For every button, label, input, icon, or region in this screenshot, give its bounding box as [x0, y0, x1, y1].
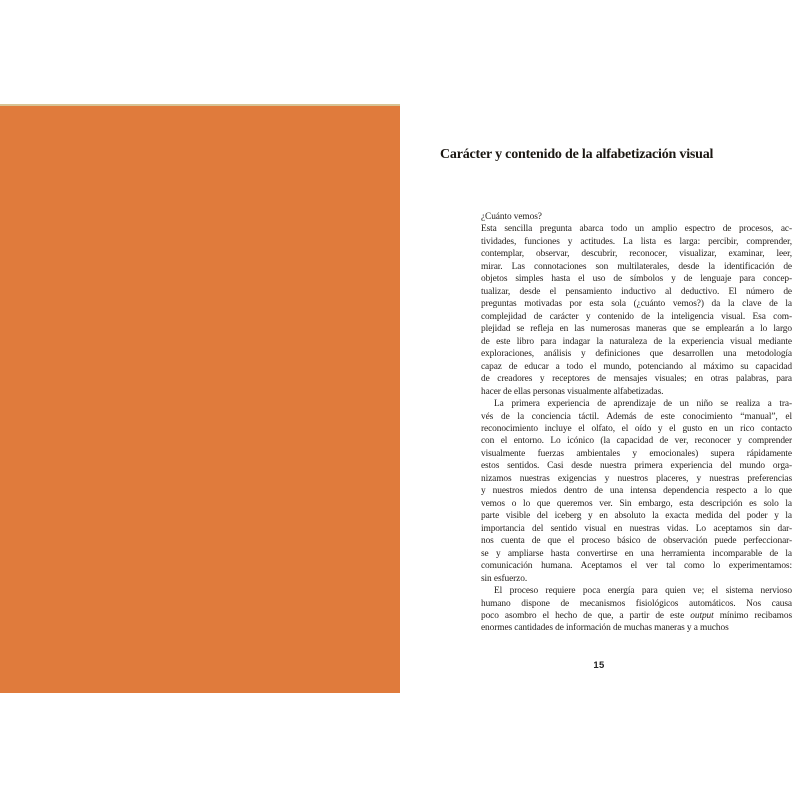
text-line: nizamos nuestras exigencias y nuestros placeres, y nuestras preferencias [481, 473, 792, 484]
text-line: capaz de educar a todo el mundo, potenciando al máximo su capacidad [481, 361, 792, 372]
text-line: tualizar, desde el pensamiento inductivo al deductivo. El número de [481, 286, 792, 297]
text-line: plejidad se refleja en las numerosas maneras que se emplearán a lo largo [481, 324, 792, 335]
text-line: tividades, funciones y actitudes. La lista es larga: percibir, comprender, [481, 236, 792, 247]
text-line: La primera experiencia de aprendizaje de un niño se realiza a tra- [494, 399, 792, 410]
text-line: reconocimiento incluye el olfato, el oído y el gusto en un rico contacto [481, 423, 792, 434]
paragraph [481, 585, 792, 635]
text-line: ¿Cuánto vemos? [481, 212, 542, 222]
paragraph [481, 398, 792, 585]
text-line: hacer de ellas personas visualmente alfabetizadas. [481, 386, 664, 397]
text-line: con el entorno. Lo icónico (la capacidad de ver, reconocer y comprender [481, 436, 792, 447]
text-line: preguntas motivadas por esta sola (¿cuánto vemos?) da la clave de la [481, 299, 792, 310]
text-block [481, 211, 792, 635]
text-line: exploraciones, análisis y definiciones que desarrollen una metodología [481, 349, 792, 360]
paragraph [481, 211, 792, 223]
text-line: vemos o lo que queremos ver. Sin embargo, esta descripción es solo la [481, 498, 792, 509]
text-line: vés de la conciencia táctil. Además de este conocimiento “manual”, el [481, 411, 792, 422]
text-line: estos sentidos. Casi desde nuestra primera experiencia del mundo orga- [481, 461, 792, 472]
chapter-title: Carácter y contenido de la alfabetización visual [440, 147, 714, 162]
text-line: de creadores y receptores de mensajes visuales; en otras palabras, para [481, 374, 792, 385]
text-line: sin esfuerzo. [481, 573, 528, 584]
left-page-color-block [0, 106, 400, 693]
text-line: complejidad de carácter y contenido de la inteligencia visual. Esa com- [481, 311, 792, 322]
text-line: Esta sencilla pregunta abarca todo un amplio espectro de procesos, ac- [481, 224, 792, 235]
text-line: El proceso requiere poca energía para quien ve; el sistema nervioso [494, 586, 792, 597]
paragraph [481, 223, 792, 398]
text-line: de este libro para indagar la naturaleza de la experiencia visual mediante [481, 336, 792, 347]
text-line: enormes cantidades de información de muchas maneras y a muchos [481, 623, 729, 634]
text-line: humano dispone de mecanismos fisiológicos automáticos. Nos causa [481, 598, 792, 609]
text-line: se y ampliarse hasta convertirse en una herramienta incomparable de la [481, 548, 792, 559]
text-line: comunicación humana. Aceptamos el ver tal como lo experimentamos: [481, 561, 792, 572]
text-line: nos cuenta de que el proceso básico de observación puede perfeccionar- [481, 536, 792, 547]
text-line: importancia del sentido visual en nuestras vidas. Lo aceptamos sin dar- [481, 523, 792, 534]
text-line: parte visible del iceberg y en absoluto la exacta medida del poder y la [481, 511, 792, 522]
text-line: objetos simples hasta el uso de símbolos y de lenguaje para concep- [481, 274, 792, 285]
text-line: mirar. Las connotaciones son multilaterales, desde la identificación de [481, 261, 792, 272]
text-line: visualmente fuerzas ambientales y emocionales) supera rápidamente [481, 448, 792, 459]
text-line: contemplar, observar, descubrir, reconocer, visualizar, examinar, leer, [481, 249, 792, 260]
page-number: 15 [593, 660, 605, 671]
text-line: poco asombro el hecho de que, a partir de este output mínimo recibamos [481, 611, 792, 621]
text-line: y nuestros miedos dentro de una intensa dependencia respecto a lo que [481, 486, 792, 497]
